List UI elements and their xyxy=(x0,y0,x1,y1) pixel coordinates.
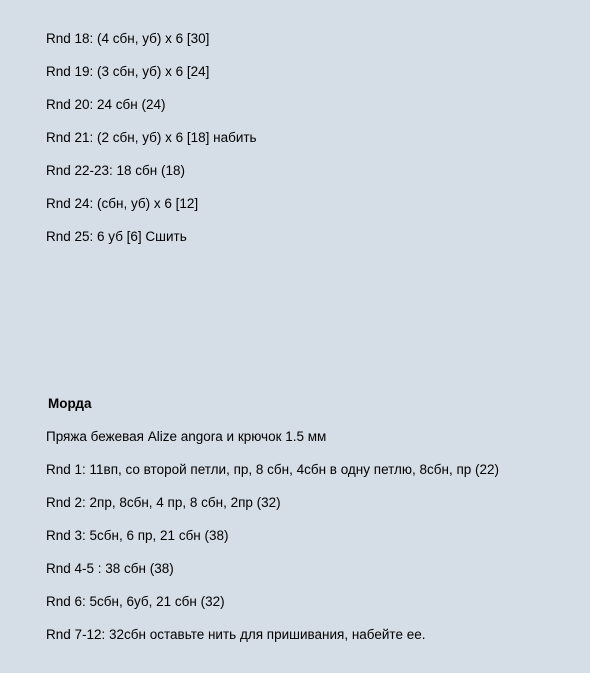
muzzle-round-4-5-line: Rnd 4-5 : 38 сбн (38) xyxy=(46,561,174,576)
round-19-line: Rnd 19: (3 сбн, уб) x 6 [24] xyxy=(46,64,210,79)
round-18-line: Rnd 18: (4 сбн, уб) x 6 [30] xyxy=(46,31,210,46)
round-25-line: Rnd 25: 6 уб [6] Сшить xyxy=(46,229,187,244)
section-heading: Морда xyxy=(48,396,92,411)
muzzle-round-7-12-line: Rnd 7-12: 32сбн оставьте нить для пришивания, набейте ее. xyxy=(46,627,426,642)
muzzle-round-1-line: Rnd 1: 11вп, со второй петли, пр, 8 сбн, 4сбн в одну петлю, 8сбн, пр (22) xyxy=(46,462,500,477)
round-22-23-line: Rnd 22-23: 18 сбн (18) xyxy=(46,163,186,178)
round-24-line: Rnd 24: (сбн, уб) x 6 [12] xyxy=(46,196,199,211)
round-21-line: Rnd 21: (2 сбн, уб) x 6 [18] набить xyxy=(46,130,257,145)
muzzle-round-6-line: Rnd 6: 5сбн, 6уб, 21 сбн (32) xyxy=(46,594,225,609)
yarn-info-line: Пряжа бежевая Alize angora и крючок 1.5 мм xyxy=(46,429,327,444)
muzzle-round-3-line: Rnd 3: 5сбн, 6 пр, 21 сбн (38) xyxy=(46,528,229,543)
muzzle-round-2-line: Rnd 2: 2пр, 8сбн, 4 пр, 8 сбн, 2пр (32) xyxy=(46,495,281,510)
round-20-line: Rnd 20: 24 сбн (24) xyxy=(46,97,166,112)
